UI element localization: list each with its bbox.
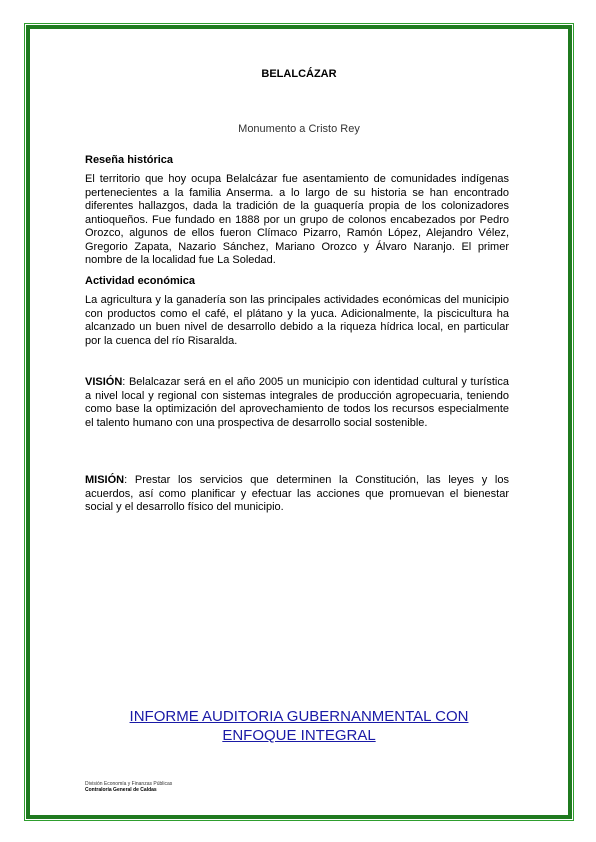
report-title-link[interactable] [26,707,572,745]
vision-paragraph [85,376,509,430]
vision-label: VISIÓN [85,376,123,388]
mision-paragraph [85,474,509,515]
footer-credits [85,781,172,793]
actividad-heading: Actividad económica [85,275,196,287]
mision-text: : Prestar los servicios que determinen la Constitución, las leyes y los acuerdos, así como planificar y efectuar las acciones que promuevan el bienestar social y el desarrollo físico del municipio. [85,474,509,513]
mision-label: MISIÓN [85,474,125,486]
actividad-paragraph: La agricultura y la ganadería son las principales actividades económicas del municipio con productos como el café, el plátano y la yuca. Adicionalmente, la piscicultura ha alcanzado un buen nivel de desarrollo debido a la riqueza hídrica local, en particular por la cuenca del río Risaralda. [85,294,509,347]
report-title-line-2[interactable]: ENFOQUE INTEGRAL [222,727,376,744]
footer-division: División Economía y Finanzas Públicas [85,781,173,787]
footer-org: Contraloría General de Caldas [85,787,157,793]
document-title: BELALCÁZAR [261,68,337,80]
resena-paragraph: El territorio que hoy ocupa Belalcázar fue asentamiento de comunidades indígenas pertenecientes a la familia Anserma. a lo largo de su historia se han encontrado diferentes hallazgos, dada la tradición de la guaquería propia de los colonizadores antioqueños. Fue fundado en 1888 por un grupo de colonos encabezados por Pedro Orozco, algunos de ellos fueron Clímaco Pizarro, Ramón López, Alejandro Vélez, Gregorio Zapata, Nazario Sánchez, Mariano Orozco y Álvaro Naranjo. El primer nombre de la localidad fue La Soledad. [85,173,509,266]
resena-heading: Reseña histórica [85,154,174,166]
vision-text: : Belalcazar será en el año 2005 un municipio con identidad cultural y turística a nivel local y regional con sistemas integrales de producción agropecuaria, teniendo como base la optimización del aprovechamiento de todos los recursos especialmente el talento humano con una prospectiva de desarrollo social sostenible. [85,376,509,429]
image-caption: Monumento a Cristo Rey [238,123,360,135]
report-title-line-1[interactable]: INFORME AUDITORIA GUBERNANMENTAL CON [129,708,469,725]
